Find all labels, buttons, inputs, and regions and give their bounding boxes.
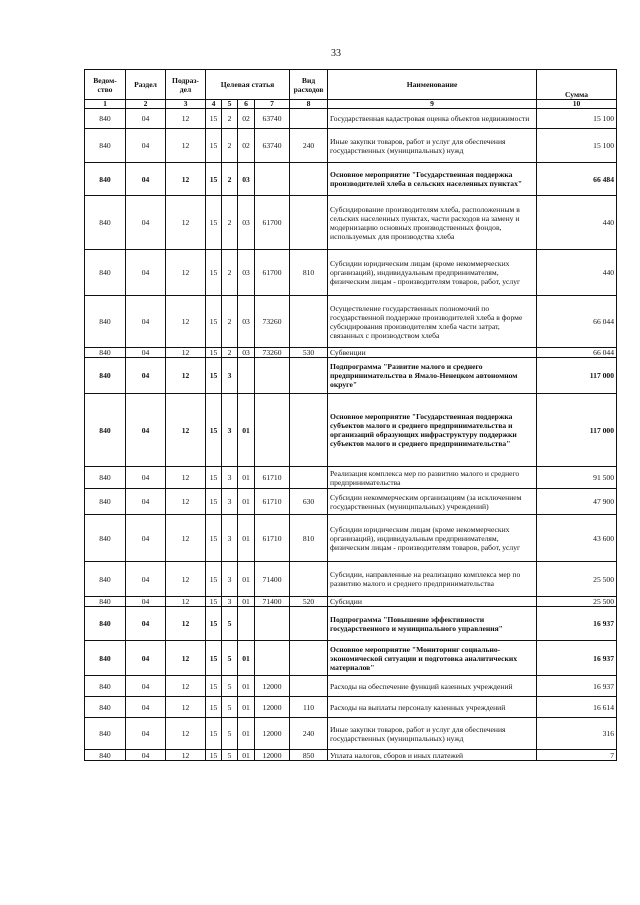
program-cell: 15 [206,348,222,358]
expense-type-cell [290,676,328,697]
col-number: 5 [222,100,238,109]
podrazdel-cell: 12 [166,296,206,348]
table-row [85,348,617,358]
activity-cell: 01 [238,676,255,697]
podrazdel-cell: 12 [166,358,206,394]
expense-type-cell [290,467,328,489]
sum-cell: 117 000 [537,394,617,467]
vedomstvo-cell: 840 [85,489,126,515]
table-row [85,641,617,676]
expense-type-cell [290,109,328,129]
expense-type-cell: 810 [290,250,328,296]
vedomstvo-cell: 840 [85,697,126,718]
name-cell: Реализация комплекса мер по развитию малого и среднего предпринимательства [328,467,537,489]
direction-cell: 12000 [255,750,290,761]
sum-cell: 440 [537,196,617,250]
podrazdel-cell: 12 [166,348,206,358]
name-cell: Государственная кадастровая оценка объектов недвижимости [328,109,537,129]
activity-cell: 01 [238,718,255,750]
col-number: 9 [328,100,537,109]
vedomstvo-cell: 840 [85,250,126,296]
vedomstvo-cell: 840 [85,597,126,607]
header-row [85,70,617,100]
podrazdel-cell: 12 [166,562,206,597]
sum-cell: 7 [537,750,617,761]
expense-type-cell: 240 [290,718,328,750]
sum-cell: 66 484 [537,163,617,196]
expense-type-cell [290,641,328,676]
program-cell: 15 [206,676,222,697]
col-number: 4 [206,100,222,109]
sum-cell: 43 600 [537,515,617,562]
sum-cell: 66 044 [537,348,617,358]
vedomstvo-cell: 840 [85,163,126,196]
sum-cell: 16 937 [537,676,617,697]
direction-cell: 12000 [255,718,290,750]
activity-cell: 01 [238,394,255,467]
expense-type-cell [290,296,328,348]
vedomstvo-cell: 840 [85,607,126,641]
header-vid: Вид расходов [290,70,328,100]
expense-type-cell: 810 [290,515,328,562]
razdel-cell: 04 [126,109,166,129]
direction-cell: 61700 [255,196,290,250]
table-row [85,515,617,562]
subprogram-cell: 2 [222,196,238,250]
podrazdel-cell: 12 [166,597,206,607]
budget-table [84,69,617,761]
expense-type-cell: 530 [290,348,328,358]
subprogram-cell: 2 [222,348,238,358]
activity-cell: 01 [238,750,255,761]
activity-cell: 02 [238,109,255,129]
column-number-row [85,100,617,109]
razdel-cell: 04 [126,296,166,348]
podrazdel-cell: 12 [166,250,206,296]
table-row [85,394,617,467]
name-cell: Подпрограмма "Повышение эффективности государственного и муниципального управления" [328,607,537,641]
col-number: 1 [85,100,126,109]
table-row [85,562,617,597]
expense-type-cell [290,394,328,467]
name-cell: Субсидии некоммерческим организациям (за исключением государственных (муниципальных) учреждений) [328,489,537,515]
table-row [85,489,617,515]
header-sum: Сумма [537,70,617,100]
sum-cell: 15 100 [537,129,617,163]
expense-type-cell [290,607,328,641]
direction-cell: 73260 [255,348,290,358]
subprogram-cell: 3 [222,394,238,467]
razdel-cell: 04 [126,163,166,196]
subprogram-cell: 5 [222,697,238,718]
table-row [85,676,617,697]
program-cell: 15 [206,718,222,750]
razdel-cell: 04 [126,489,166,515]
direction-cell: 63740 [255,109,290,129]
subprogram-cell: 2 [222,109,238,129]
sum-cell: 117 000 [537,358,617,394]
direction-cell: 61710 [255,467,290,489]
table-row [85,607,617,641]
expense-type-cell: 520 [290,597,328,607]
podrazdel-cell: 12 [166,467,206,489]
name-cell: Субсидирование производителям хлеба, расположенным в сельских населенных пунктах, части расходов на замену и модернизацию основных производственных фондов, используемых для производства хлеба [328,196,537,250]
razdel-cell: 04 [126,348,166,358]
table-row [85,697,617,718]
activity-cell: 03 [238,163,255,196]
program-cell: 15 [206,607,222,641]
direction-cell [255,358,290,394]
razdel-cell: 04 [126,196,166,250]
program-cell: 15 [206,129,222,163]
sum-cell: 16 614 [537,697,617,718]
sum-cell: 316 [537,718,617,750]
header-razdel: Раздел [126,70,166,100]
name-cell: Расходы на обеспечение функций казенных учреждений [328,676,537,697]
name-cell: Иные закупки товаров, работ и услуг для обеспечения государственных (муниципальных) нужд [328,718,537,750]
col-number: 6 [238,100,255,109]
subprogram-cell: 5 [222,641,238,676]
expense-type-cell [290,358,328,394]
activity-cell [238,358,255,394]
table-row [85,109,617,129]
sum-cell: 91 500 [537,467,617,489]
program-cell: 15 [206,196,222,250]
expense-type-cell: 110 [290,697,328,718]
vedomstvo-cell: 840 [85,641,126,676]
program-cell: 15 [206,750,222,761]
razdel-cell: 04 [126,358,166,394]
direction-cell: 61710 [255,515,290,562]
col-number: 8 [290,100,328,109]
sum-cell: 16 937 [537,641,617,676]
direction-cell: 71400 [255,597,290,607]
name-cell: Субсидии [328,597,537,607]
table-row [85,467,617,489]
razdel-cell: 04 [126,250,166,296]
col-number: 10 [537,100,617,109]
expense-type-cell [290,196,328,250]
subprogram-cell: 5 [222,607,238,641]
razdel-cell: 04 [126,394,166,467]
sum-cell: 25 500 [537,597,617,607]
program-cell: 15 [206,358,222,394]
name-cell: Субсидии юридическим лицам (кроме некоммерческих организаций), индивидуальным предпринимателям, физическим лицам - производителям товаров, работ, услуг [328,250,537,296]
vedomstvo-cell: 840 [85,676,126,697]
name-cell: Основное мероприятие "Государственная поддержка производителей хлеба в сельских населенных пунктах" [328,163,537,196]
table-row [85,358,617,394]
sum-cell: 15 100 [537,109,617,129]
table-row [85,597,617,607]
subprogram-cell: 2 [222,129,238,163]
subprogram-cell: 5 [222,718,238,750]
subprogram-cell: 2 [222,250,238,296]
table-row [85,250,617,296]
activity-cell: 02 [238,129,255,163]
direction-cell: 61700 [255,250,290,296]
podrazdel-cell: 12 [166,607,206,641]
program-cell: 15 [206,562,222,597]
vedomstvo-cell: 840 [85,358,126,394]
direction-cell [255,394,290,467]
program-cell: 15 [206,515,222,562]
page-number: 33 [331,48,341,59]
razdel-cell: 04 [126,750,166,761]
program-cell: 15 [206,163,222,196]
name-cell: Подпрограмма "Развитие малого и среднего предпринимательства в Ямало-Ненецком автономном округе" [328,358,537,394]
table-body [85,109,617,761]
podrazdel-cell: 12 [166,718,206,750]
podrazdel-cell: 12 [166,109,206,129]
vedomstvo-cell: 840 [85,718,126,750]
program-cell: 15 [206,641,222,676]
razdel-cell: 04 [126,597,166,607]
razdel-cell: 04 [126,562,166,597]
sum-cell: 25 500 [537,562,617,597]
podrazdel-cell: 12 [166,394,206,467]
direction-cell: 71400 [255,562,290,597]
razdel-cell: 04 [126,467,166,489]
program-cell: 15 [206,109,222,129]
header-podrazdel: Подраз-дел [166,70,206,100]
table-row [85,718,617,750]
subprogram-cell: 3 [222,597,238,607]
vedomstvo-cell: 840 [85,750,126,761]
razdel-cell: 04 [126,129,166,163]
name-cell: Уплата налогов, сборов и иных платежей [328,750,537,761]
activity-cell: 01 [238,641,255,676]
razdel-cell: 04 [126,607,166,641]
direction-cell: 61710 [255,489,290,515]
col-number: 7 [255,100,290,109]
razdel-cell: 04 [126,515,166,562]
activity-cell: 03 [238,296,255,348]
program-cell: 15 [206,296,222,348]
activity-cell: 01 [238,515,255,562]
razdel-cell: 04 [126,697,166,718]
table-row [85,750,617,761]
vedomstvo-cell: 840 [85,296,126,348]
subprogram-cell: 3 [222,515,238,562]
vedomstvo-cell: 840 [85,562,126,597]
podrazdel-cell: 12 [166,676,206,697]
program-cell: 15 [206,394,222,467]
expense-type-cell [290,163,328,196]
subprogram-cell: 3 [222,562,238,597]
subprogram-cell: 5 [222,750,238,761]
subprogram-cell: 2 [222,163,238,196]
podrazdel-cell: 12 [166,163,206,196]
direction-cell: 73260 [255,296,290,348]
name-cell: Расходы на выплаты персоналу казенных учреждений [328,697,537,718]
vedomstvo-cell: 840 [85,196,126,250]
razdel-cell: 04 [126,641,166,676]
activity-cell: 01 [238,489,255,515]
subprogram-cell: 3 [222,467,238,489]
program-cell: 15 [206,489,222,515]
vedomstvo-cell: 840 [85,515,126,562]
sum-cell: 440 [537,250,617,296]
subprogram-cell: 3 [222,358,238,394]
activity-cell: 03 [238,348,255,358]
table-row [85,296,617,348]
col-number: 3 [166,100,206,109]
activity-cell [238,607,255,641]
header-name: Наименование [328,70,537,100]
header-target: Целевая статья [206,70,290,100]
activity-cell: 01 [238,467,255,489]
vedomstvo-cell: 840 [85,109,126,129]
podrazdel-cell: 12 [166,641,206,676]
direction-cell [255,641,290,676]
subprogram-cell: 2 [222,296,238,348]
name-cell: Субсидии, направленные на реализацию комплекса мер по развитию малого и среднего предпринимательства [328,562,537,597]
direction-cell [255,163,290,196]
program-cell: 15 [206,697,222,718]
program-cell: 15 [206,250,222,296]
direction-cell: 12000 [255,697,290,718]
activity-cell: 03 [238,196,255,250]
razdel-cell: 04 [126,676,166,697]
expense-type-cell [290,562,328,597]
col-number: 2 [126,100,166,109]
name-cell: Осуществление государственных полномочий по государственной поддержке производителей хлеба в форме субсидирования производителям хлеба части затрат, связанных с производством хлеба [328,296,537,348]
name-cell: Основное мероприятие "Мониторинг социально-экономической ситуации и подготовка аналитических материалов" [328,641,537,676]
sum-cell: 16 937 [537,607,617,641]
name-cell: Субсидии юридическим лицам (кроме некоммерческих организаций), индивидуальным предпринимателям, физическим лицам - производителям товаров, работ, услуг [328,515,537,562]
name-cell: Иные закупки товаров, работ и услуг для обеспечения государственных (муниципальных) нужд [328,129,537,163]
subprogram-cell: 3 [222,489,238,515]
table-row [85,196,617,250]
expense-type-cell: 240 [290,129,328,163]
name-cell: Субвенции [328,348,537,358]
direction-cell: 63740 [255,129,290,163]
name-cell: Основное мероприятие "Государственная поддержка субъектов малого и среднего предпринимательства и организаций образующих инфраструктуру поддержки субъектов малого и среднего предпринимательства" [328,394,537,467]
table-row [85,129,617,163]
podrazdel-cell: 12 [166,750,206,761]
vedomstvo-cell: 840 [85,467,126,489]
razdel-cell: 04 [126,718,166,750]
sum-cell: 66 044 [537,296,617,348]
podrazdel-cell: 12 [166,489,206,515]
vedomstvo-cell: 840 [85,129,126,163]
vedomstvo-cell: 840 [85,348,126,358]
activity-cell: 01 [238,597,255,607]
expense-type-cell: 850 [290,750,328,761]
direction-cell: 12000 [255,676,290,697]
table-row [85,163,617,196]
program-cell: 15 [206,467,222,489]
header-vedomstvo: Ведом-ство [85,70,126,100]
podrazdel-cell: 12 [166,196,206,250]
podrazdel-cell: 12 [166,129,206,163]
direction-cell [255,607,290,641]
sum-cell: 47 900 [537,489,617,515]
expense-type-cell: 630 [290,489,328,515]
activity-cell: 01 [238,562,255,597]
podrazdel-cell: 12 [166,697,206,718]
activity-cell: 01 [238,697,255,718]
podrazdel-cell: 12 [166,515,206,562]
activity-cell: 03 [238,250,255,296]
subprogram-cell: 5 [222,676,238,697]
vedomstvo-cell: 840 [85,394,126,467]
program-cell: 15 [206,597,222,607]
